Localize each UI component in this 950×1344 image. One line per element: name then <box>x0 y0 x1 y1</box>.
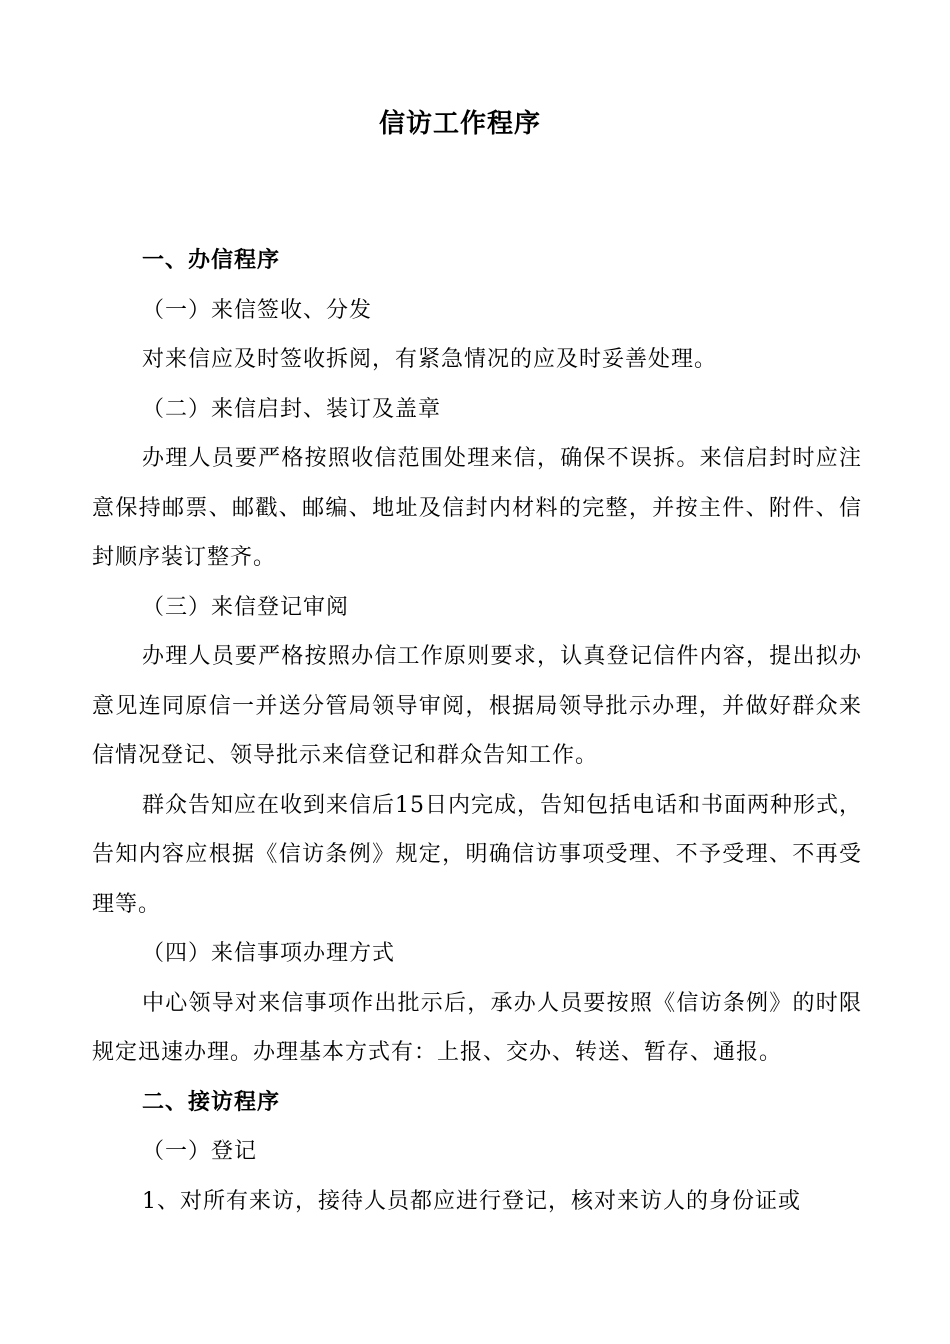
document-body <box>92 236 862 1226</box>
document-title: 信访工作程序 <box>378 109 541 139</box>
subsection-heading: （三）来信登记审阅 <box>142 594 350 620</box>
paragraph: 中心领导对来信事项作出批示后，承办人员要按照《信访条例》的时限规定迅速办理。办理基本方式有：上报、交办、转送、暂存、通报。 <box>92 990 862 1065</box>
section-heading: 二、接访程序 <box>142 1089 281 1115</box>
subsection-heading: （二）来信启封、装订及盖章 <box>142 396 442 422</box>
section-heading: 一、办信程序 <box>142 248 281 273</box>
paragraph: 对来信应及时签收拆阅，有紧急情况的应及时妥善处理。 <box>142 347 718 372</box>
subsection-heading: （一）登记 <box>142 1139 258 1164</box>
paragraph: 办理人员要严格按照办信工作原则要求，认真登记信件内容，提出拟办意见连同原信一并送分管局领导审阅，根据局领导批示办理，并做好群众来信情况登记、领导批示来信登记和群众告知工作。 <box>92 644 862 768</box>
paragraph: 群众告知应在收到来信后15日内完成，告知包括电话和书面两种形式，告知内容应根据《信访条例》规定，明确信访事项受理、不予受理、不再受理等。 <box>92 792 862 917</box>
subsection-heading: （一）来信签收、分发 <box>142 297 373 323</box>
paragraph: 1、对所有来访，接待人员都应进行登记，核对来访人的身份证或 <box>142 1188 801 1214</box>
subsection-heading: （四）来信事项办理方式 <box>142 941 396 966</box>
paragraph: 办理人员要严格按照收信范围处理来信，确保不误拆。来信启封时应注意保持邮票、邮戳、邮编、地址及信封内材料的完整，并按主件、附件、信封顺序装订整齐。 <box>92 446 862 570</box>
